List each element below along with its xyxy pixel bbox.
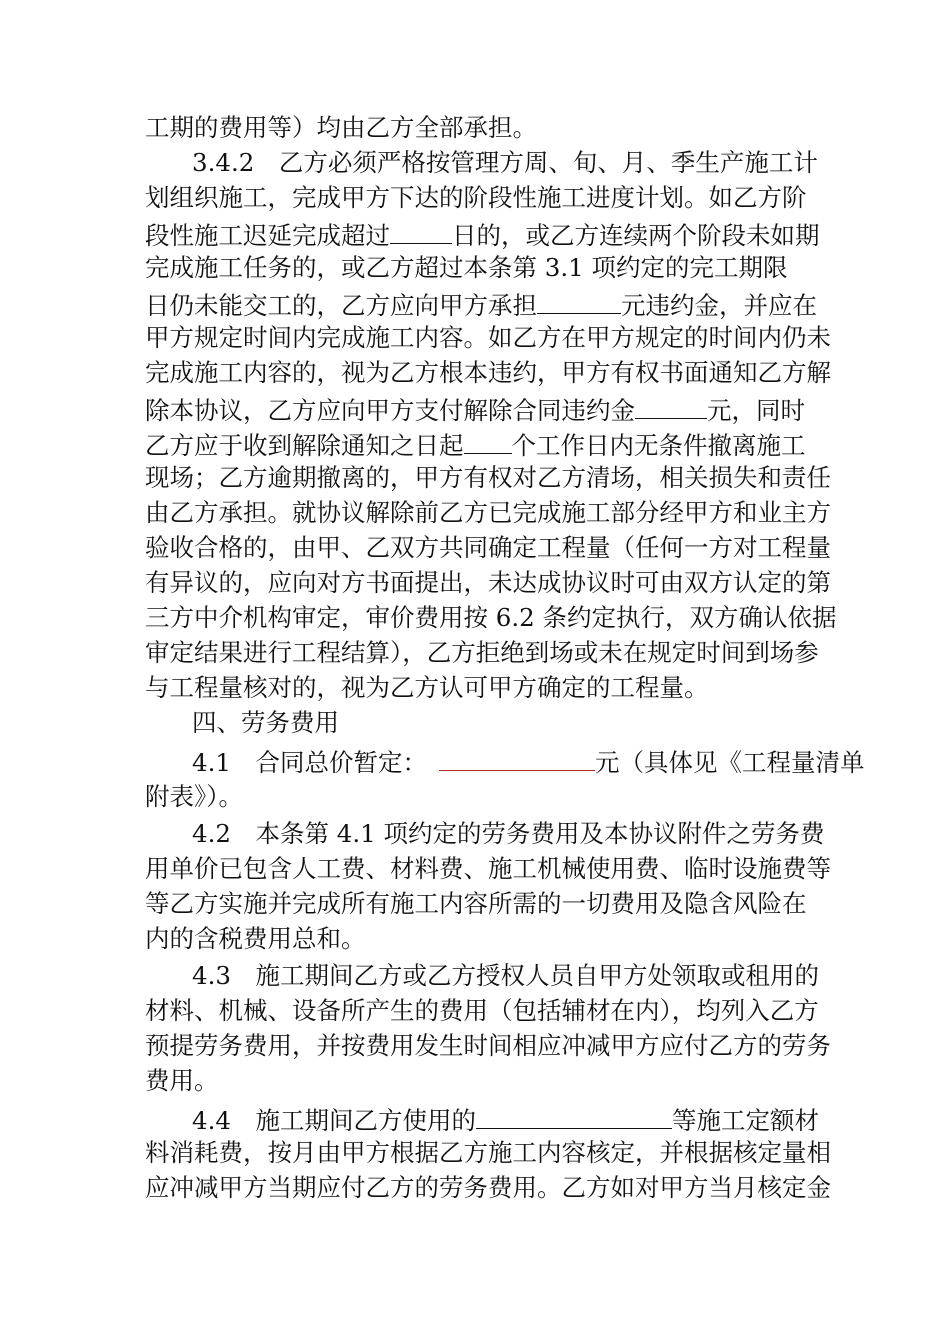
- text-segment: 段性施工迟延完成超过: [145, 221, 390, 250]
- clause-4-4-line: [192, 1100, 819, 1136]
- text-line: [145, 215, 820, 251]
- text-line: [145, 285, 817, 321]
- text-line: 划组织施工，完成甲方下达的阶段性施工进度计划。如乙方阶: [145, 183, 807, 212]
- text-segment: 个工作日内无条件撤离施工: [511, 431, 806, 460]
- clause-3-4-2-heading-line: 3.4.2 乙方必须严格按管理方周、旬、月、季生产施工计: [192, 148, 818, 177]
- text-segment: 乙方应于收到解除通知之日起: [145, 431, 464, 460]
- clause-4-1-line: [192, 742, 864, 778]
- text-segment: 4.1 合同总价暂定：: [192, 748, 427, 777]
- text-segment: 除本协议，乙方应向甲方支付解除合同违约金: [145, 396, 635, 425]
- text-segment: 元违约金，并应在: [621, 291, 817, 320]
- fill-in-blank-days: [390, 215, 452, 244]
- text-line: 等乙方实施并完成所有施工内容所需的一切费用及隐含风险在: [145, 889, 807, 918]
- text-line: 三方中介机构审定，审价费用按 6.2 条约定执行，双方确认依据: [145, 603, 837, 632]
- text-line: 工期的费用等）均由乙方全部承担。: [145, 113, 537, 142]
- text-line: 应冲减甲方当期应付乙方的劳务费用。乙方如对甲方当月核定金: [145, 1173, 831, 1202]
- text-line: 附表》）。: [145, 782, 243, 811]
- text-line: [145, 390, 805, 426]
- text-line: 费用。: [145, 1066, 219, 1095]
- fill-in-blank-penalty: [537, 285, 621, 314]
- text-line: 审定结果进行工程结算），乙方拒绝到场或未在规定时间到场参: [145, 638, 819, 667]
- text-line: 甲方规定时间内完成施工内容。如乙方在甲方规定的时间内仍未: [145, 323, 831, 352]
- text-line: 预提劳务费用，并按费用发生时间相应冲减甲方应付乙方的劳务: [145, 1031, 831, 1060]
- clause-4-3-line: 4.3 施工期间乙方或乙方授权人员自甲方处领取或租用的: [192, 961, 819, 990]
- text-segment: 日的，或乙方连续两个阶段未如期: [452, 221, 820, 250]
- text-line: [145, 425, 806, 461]
- text-line: 料消耗费，按月由甲方根据乙方施工内容核定，并根据核定量相: [145, 1138, 831, 1167]
- text-line: 由乙方承担。就协议解除前乙方已完成施工部分经甲方和业主方: [145, 498, 831, 527]
- text-segment: 等施工定额材: [671, 1106, 819, 1135]
- text-line: 现场；乙方逾期撤离的，甲方有权对乙方清场，相关损失和责任: [145, 463, 831, 492]
- text-segment: 元（具体见《工程量清单: [594, 748, 865, 777]
- section-4-heading: 四、劳务费用: [192, 708, 339, 737]
- fill-in-blank-contract-total: [439, 742, 595, 771]
- text-segment: 4.4 施工期间乙方使用的: [192, 1106, 476, 1135]
- text-line: 内的含税费用总和。: [145, 924, 366, 953]
- text-line: 用单价已包含人工费、材料费、施工机械使用费、临时设施费等: [145, 854, 831, 883]
- clause-4-2-line: 4.2 本条第 4.1 项约定的劳务费用及本协议附件之劳务费: [192, 819, 825, 848]
- text-segment: 元，同时: [707, 396, 805, 425]
- text-segment: 日仍未能交工的，乙方应向甲方承担: [145, 291, 537, 320]
- text-line: 完成施工内容的，视为乙方根本违约，甲方有权书面通知乙方解: [145, 358, 831, 387]
- fill-in-blank-materials: [476, 1100, 672, 1129]
- text-line: 材料、机械、设备所产生的费用（包括辅材在内），均列入乙方: [145, 996, 819, 1025]
- text-line: 完成施工任务的，或乙方超过本条第 3.1 项约定的完工期限: [145, 253, 788, 282]
- text-line: 验收合格的，由甲、乙双方共同确定工程量（任何一方对工程量: [145, 533, 831, 562]
- text-line: 与工程量核对的，视为乙方认可甲方确定的工程量。: [145, 673, 709, 702]
- fill-in-blank-termination-penalty: [635, 390, 707, 419]
- text-line: 有异议的，应向对方书面提出，未达成协议时可由双方认定的第: [145, 568, 831, 597]
- fill-in-blank-workdays: [464, 425, 512, 454]
